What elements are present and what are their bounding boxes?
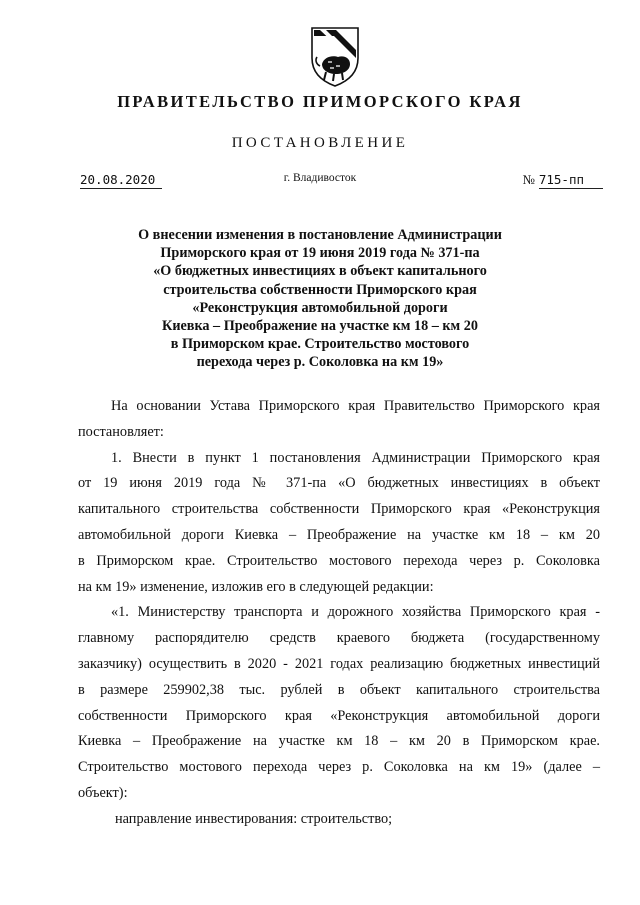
body-line: 1. Внести в пункт 1 постановления Администрации Приморского края: [111, 449, 600, 466]
heading-line: О внесении изменения в постановление Администрации: [138, 227, 502, 243]
body-line: «1. Министерству транспорта и дорожного хозяйства Приморского края -: [111, 604, 600, 621]
body-line: Киевка – Преображение на участке км 18 – км 20 в Приморском крае.: [78, 733, 600, 750]
number-underline: [539, 188, 603, 189]
body-line: Строительство мостового перехода через р. Соколовка на км 19» (далее –: [78, 759, 600, 776]
coat-of-arms-emblem: [306, 24, 364, 88]
document-city: г. Владивосток: [283, 172, 357, 184]
body-line: объект):: [78, 784, 128, 801]
heading-line: «О бюджетных инвестициях в объект капитального: [153, 263, 487, 280]
heading-line: Киевка – Преображение на участке км 18 – км 20: [162, 318, 478, 335]
body-line: На основании Устава Приморского края Правительство Приморского края: [111, 398, 600, 414]
date-underline: [80, 188, 162, 189]
number-value: 715-пп: [538, 172, 584, 187]
document-number: [522, 172, 584, 188]
document-heading: [100, 226, 540, 372]
number-label: №: [522, 172, 535, 187]
document-type: ПОСТАНОВЛЕНИЕ: [231, 135, 409, 151]
heading-line: строительства собственности Приморского края: [163, 281, 477, 298]
body-line: на км 19» изменение, изложив его в следующей редакции:: [78, 578, 434, 595]
body-line: от 19 июня 2019 года № 371-па «О бюджетных инвестициях в объект: [78, 475, 600, 492]
government-title: ПРАВИТЕЛЬСТВО ПРИМОРСКОГО КРАЯ: [117, 92, 523, 111]
body-line: капитального строительства собственности Приморского края «Реконструкция: [78, 501, 600, 518]
heading-line: в Приморском крае. Строительство мостового: [170, 336, 470, 353]
heading-line: Приморского края от 19 июня 2019 года № 371-па: [160, 245, 480, 262]
body-line: главному распорядителю средств краевого бюджета (государственному: [78, 630, 600, 647]
document-body: [78, 394, 600, 833]
body-line: заказчику) осуществить в 2020 - 2021 годах реализацию бюджетных инвестиций: [78, 655, 600, 672]
body-line: в размере 259902,38 тыс. рублей в объект капитального строительства: [78, 681, 600, 698]
body-line: постановляет:: [78, 423, 164, 440]
heading-line: «Реконструкция автомобильной дороги: [192, 299, 448, 316]
heading-line: перехода через р. Соколовка на км 19»: [196, 354, 444, 371]
body-line: собственности Приморского края «Реконструкция автомобильной дороги: [78, 707, 600, 724]
date-value: 20.08.2020: [80, 172, 156, 187]
body-line: в Приморском крае. Строительство мостового перехода через р. Соколовка: [78, 552, 600, 569]
body-line: автомобильной дороги Киевка – Преображение на участке км 18 – км 20: [78, 526, 600, 543]
body-line: направление инвестирования: строительство;: [115, 810, 393, 827]
